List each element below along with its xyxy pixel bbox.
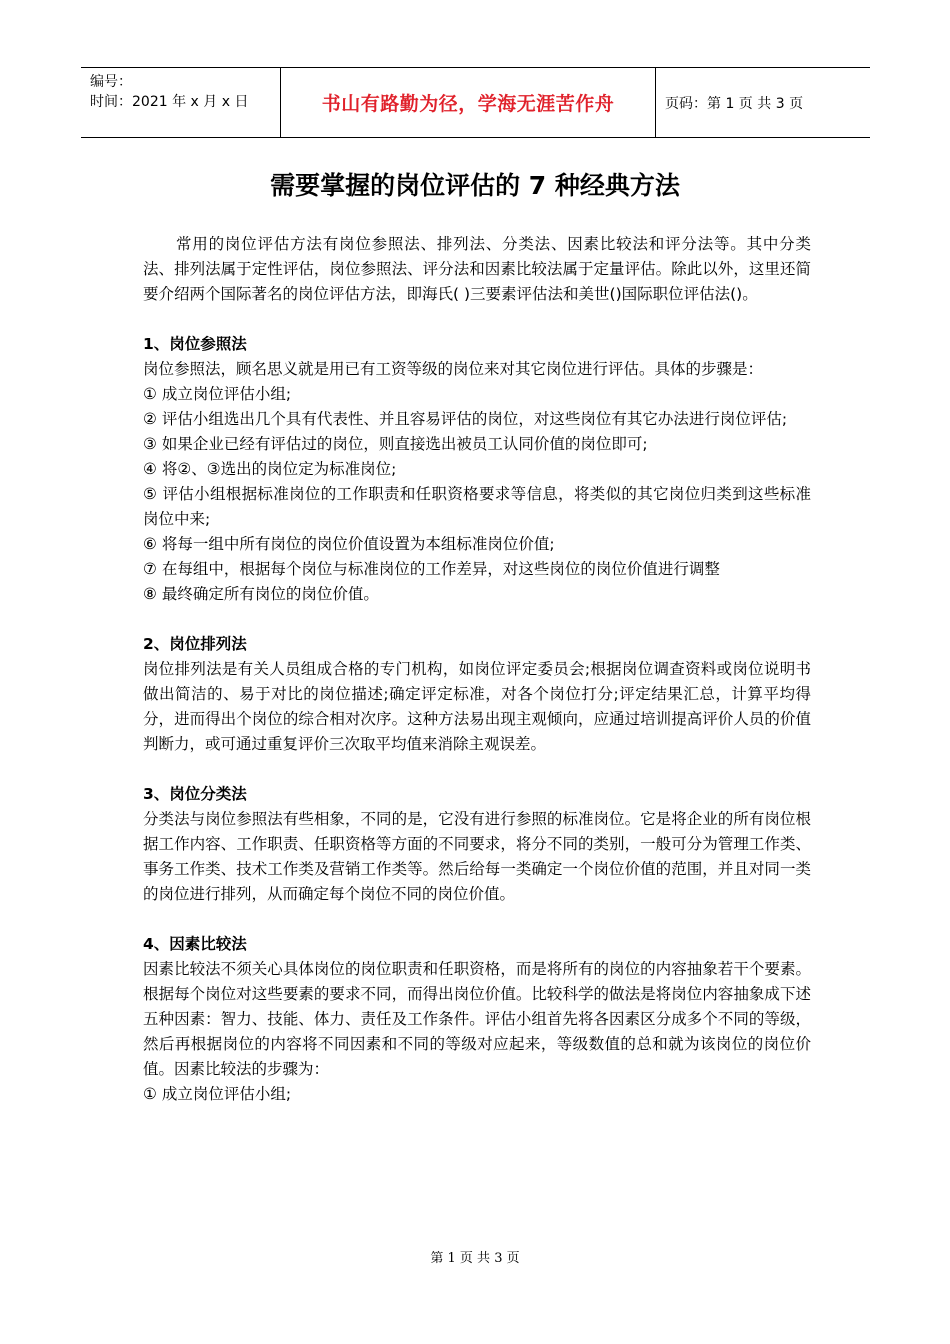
paragraph: 因素比较法不须关心具体岗位的岗位职责和任职资格，而是将所有的岗位的内容抽象若干个要素。根据每个岗位对这些要素的要求不同，而得出岗位价值。比较科学的做法是将岗位内容抽象成下述五种因素：智力、技能、体力、责任及工作条件。评估小组首先将各因素区分成多个不同的等级，然后再根据岗位的内容将不同因素和不同的等级对应起来，等级数值的总和就为该岗位的岗位价值。因素比较法的步骤为： <box>143 960 811 1078</box>
header-page-info: 页码：第 1 页 共 3 页 <box>665 95 804 112</box>
paragraph: 岗位排列法是有关人员组成合格的专门机构，如岗位评定委员会;根据岗位调查资料或岗位说明书做出简洁的、易于对比的岗位描述;确定评定标准，对各个岗位打分;评定结果汇总，计算平均得分，进而得出个岗位的综合相对次序。这种方法易出现主观倾向，应通过培训提高评价人员的价值判断力，或可通过重复评价三次取平均值来消除主观误差。 <box>143 660 811 753</box>
header-meta <box>90 72 248 112</box>
header-divider <box>655 68 656 137</box>
paragraph: 岗位参照法，顾名思义就是用已有工资等级的岗位来对其它岗位进行评估。具体的步骤是： <box>143 360 764 378</box>
section-heading: 3、岗位分类法 <box>143 785 247 803</box>
header-motto: 书山有路勤为径，学海无涯苦作舟 <box>321 93 615 115</box>
section-heading: 2、岗位排列法 <box>143 635 247 653</box>
paragraph: 分类法与岗位参照法有些相象，不同的是，它没有进行参照的标准岗位。它是将企业的所有岗位根据工作内容、工作职责、任职资格等方面的不同要求，将分不同的类别，一般可分为管理工作类、事务工作类、技术工作类及营销工作类等。然后给每一类确定一个岗位价值的范围，并且对同一类的岗位进行排列，从而确定每个岗位不同的岗位价值。 <box>143 810 811 903</box>
list-item: ① 成立岗位评估小组; <box>143 385 292 403</box>
number-label: 编号： <box>90 74 132 90</box>
document-body <box>143 232 811 1107</box>
section-2 <box>143 632 811 757</box>
section-heading: 1、岗位参照法 <box>143 335 247 353</box>
section-4 <box>143 932 811 1107</box>
list-item: ② 评估小组选出几个具有代表性、并且容易评估的岗位，对这些岗位有其它办法进行岗位评估; <box>143 410 788 428</box>
list-item: ⑥ 将每一组中所有岗位的岗位价值设置为本组标准岗位价值; <box>143 535 555 553</box>
list-item: ① 成立岗位评估小组; <box>143 1085 292 1103</box>
list-item: ⑦ 在每组中，根据每个岗位与标准岗位的工作差异，对这些岗位的岗位价值进行调整 <box>143 560 720 578</box>
list-item: ⑤ 评估小组根据标准岗位的工作职责和任职资格要求等信息，将类似的其它岗位归类到这些标准岗位中来; <box>143 485 811 528</box>
time-label: 时间：2021 年 x 月 x 日 <box>90 94 249 110</box>
section-1 <box>143 332 811 607</box>
list-item: ③ 如果企业已经有评估过的岗位，则直接选出被员工认同价值的岗位即可; <box>143 435 648 453</box>
header-table <box>81 67 870 138</box>
page-footer: 第 1 页 共 3 页 <box>430 1251 520 1266</box>
section-heading: 4、因素比较法 <box>143 935 247 953</box>
intro-paragraph: 常用的岗位评估方法有岗位参照法、排列法、分类法、因素比较法和评分法等。其中分类法、排列法属于定性评估，岗位参照法、评分法和因素比较法属于定量评估。除此以外，这里还简要介绍两个国际著名的岗位评估方法，即海氏( )三要素评估法和美世()国际职位评估法()。 <box>143 235 811 303</box>
document-title: 需要掌握的岗位评估的 7 种经典方法 <box>270 171 680 200</box>
list-item: ⑧ 最终确定所有岗位的岗位价值。 <box>143 585 379 603</box>
section-3 <box>143 782 811 907</box>
list-item: ④ 将②、③选出的岗位定为标准岗位; <box>143 460 397 478</box>
